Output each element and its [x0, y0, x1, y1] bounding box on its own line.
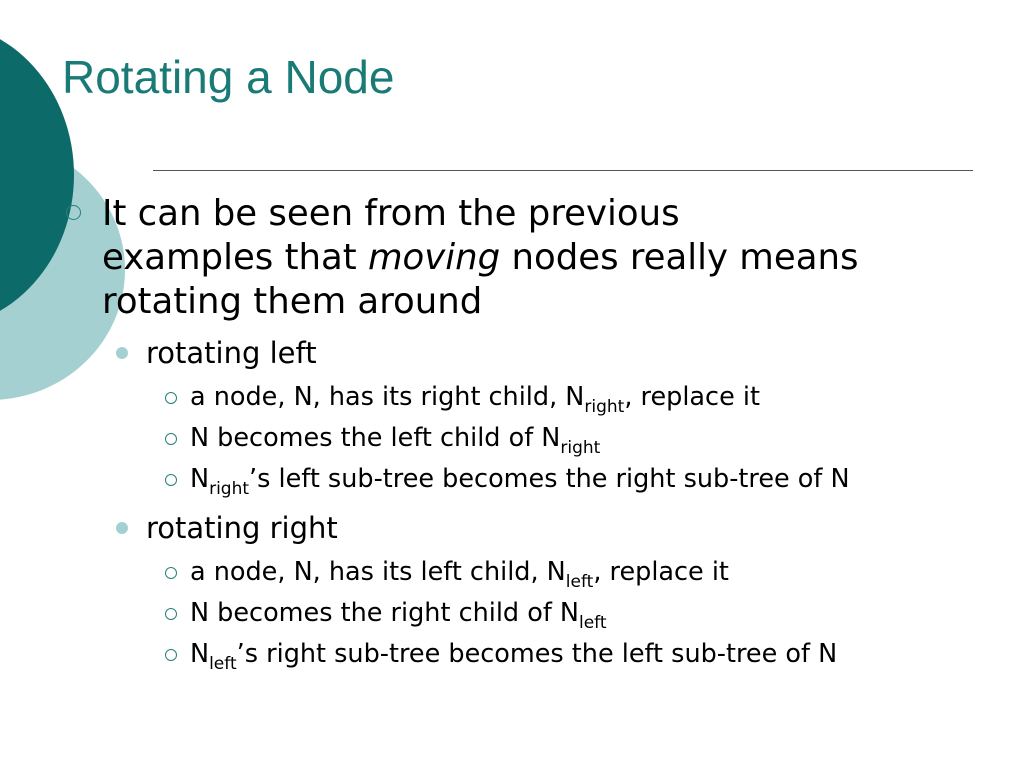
- intro-bullet: [102, 192, 862, 324]
- list-item: [190, 382, 960, 417]
- item-subscript: left: [578, 613, 607, 633]
- item-text: a node, N, has its left child, N: [190, 557, 566, 587]
- intro-text-end: nodes really means rotating them around: [102, 237, 859, 322]
- item-text-tail: , replace it: [624, 382, 760, 412]
- hollow-circle-bullet-icon: [165, 608, 177, 620]
- item-text-tail: ’s right sub-tree becomes the left sub-tree of N: [236, 639, 838, 669]
- list-item: [190, 557, 960, 592]
- item-text: a node, N, has its right child, N: [190, 382, 585, 412]
- section-heading: rotating right: [146, 511, 338, 545]
- item-subscript: left: [209, 654, 237, 674]
- list-item: [190, 598, 960, 633]
- filled-circle-bullet-icon: [116, 522, 128, 534]
- list-item: [190, 639, 960, 674]
- hollow-circle-bullet-icon: [165, 474, 177, 486]
- item-text-tail: ’s left sub-tree becomes the right sub-tree of N: [249, 464, 850, 494]
- intro-emphasis: moving: [367, 237, 501, 278]
- item-text: N becomes the left child of N: [190, 423, 561, 453]
- hollow-circle-bullet-icon: [165, 433, 177, 445]
- hollow-circle-bullet-icon: [165, 567, 177, 579]
- filled-circle-bullet-icon: [116, 347, 128, 359]
- intro-text-start: It can be seen from the previous examples that: [102, 193, 680, 278]
- item-text: N becomes the right child of N: [190, 598, 579, 628]
- section-rotating-left: [146, 334, 1024, 372]
- section-rotating-right: [146, 509, 1024, 547]
- section-heading: rotating left: [146, 336, 317, 370]
- item-subscript: right: [584, 397, 625, 417]
- slide-body: [0, 192, 1024, 674]
- hollow-circle-bullet-icon: [66, 205, 81, 220]
- slide-title: Rotating a Node: [62, 51, 395, 103]
- item-subscript: right: [209, 479, 250, 499]
- hollow-circle-bullet-icon: [165, 649, 177, 661]
- item-text: N: [190, 639, 210, 669]
- item-subscript: right: [560, 438, 601, 458]
- item-text: N: [190, 464, 210, 494]
- hollow-circle-bullet-icon: [165, 392, 177, 404]
- item-text-tail: , replace it: [593, 557, 729, 587]
- item-subscript: left: [565, 572, 594, 592]
- list-item: [190, 423, 960, 458]
- list-item: [190, 464, 960, 499]
- title-divider: [153, 170, 973, 171]
